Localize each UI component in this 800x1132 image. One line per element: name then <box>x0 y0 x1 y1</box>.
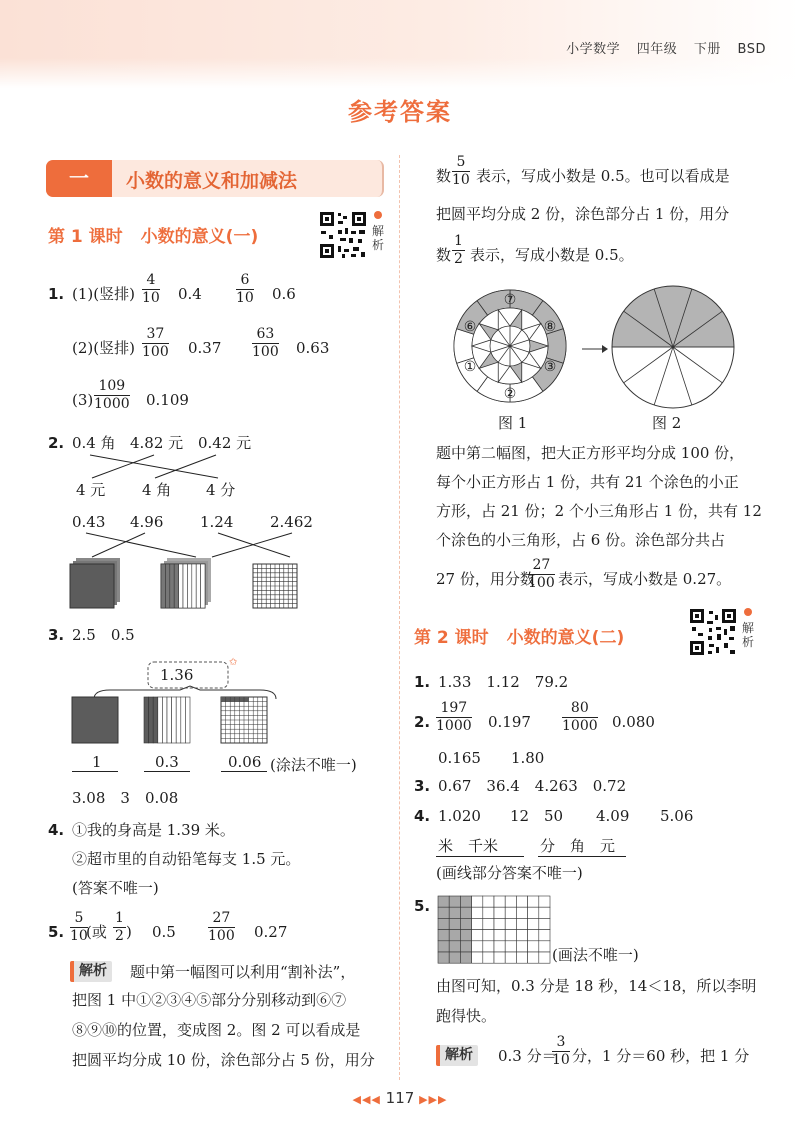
q3-line3: 3.08 3 0.08 <box>72 789 179 807</box>
figure1-wheel <box>452 284 572 412</box>
q5-dec1: 0.5 <box>152 923 176 941</box>
r-q1-number: 1. <box>414 673 431 691</box>
r-q4-value: 5.06 <box>660 807 694 825</box>
header-grade: 四年级 <box>636 42 678 57</box>
q3-note: (涂法不唯一) <box>270 756 357 774</box>
lesson1-title: 小数的意义(一) <box>140 227 259 247</box>
q3-line1: 2.5 0.5 <box>72 626 135 644</box>
left-arrows-icon: ◀◀◀ <box>352 1093 381 1106</box>
figure1-label: 图 1 <box>498 414 528 432</box>
unit-number: 一 <box>46 160 112 197</box>
analysis-line: ⑧⑨⑩的位置，变成图 2。图 2 可以看成是 <box>72 1021 361 1039</box>
r-q5-line1: 由图可知，0.3 分是 18 秒，14＜18，所以李明 <box>436 977 757 995</box>
q5-frac1: 5 10 <box>70 910 88 944</box>
r-q3-number: 3. <box>414 777 431 795</box>
svg-text:✩: ✩ <box>229 657 238 668</box>
q4-number: 4. <box>48 821 65 839</box>
r-q4-value: 12 <box>510 807 530 825</box>
r-para2-line: 方形，占 21 份；2 个小三角形占 1 份，共有 12 <box>436 502 762 520</box>
r-analysis-pre: 0.3 分＝ <box>498 1047 557 1065</box>
r-cont3-post: 表示，写成小数是 0.5。 <box>470 246 634 264</box>
figure2-circle <box>610 284 736 410</box>
lesson2-period: 第 2 课时 <box>414 628 489 648</box>
q1-p2-dec1: 0.37 <box>188 339 222 357</box>
r-q2-frac1: 197 1000 <box>436 700 472 734</box>
q1-p3-prefix: (3) <box>72 391 94 409</box>
q2-bottom-item: 4 角 <box>142 481 172 499</box>
r-q5-note: (画法不唯一) <box>552 946 639 964</box>
q4-line1: ①我的身高是 1.39 米。 <box>72 821 235 839</box>
r-para2-line: 个涂色的小三角形，占 6 份。涂色部分共占 <box>436 531 726 549</box>
q4-line2: ②超市里的自动铅笔每支 1.5 元。 <box>72 850 301 868</box>
q3-brace <box>0 0 400 700</box>
figure2-label: 图 2 <box>652 414 682 432</box>
q1-p2-frac1: 37 100 <box>142 326 169 360</box>
r-q2-dec1: 0.197 <box>488 713 531 731</box>
r-q4-units1: 米 千米 <box>438 837 499 855</box>
r-cont1-frac: 5 10 <box>452 154 470 188</box>
r-cont1-pre: 数 <box>436 167 452 185</box>
r-q4-units2: 分 角 元 <box>540 837 616 855</box>
q1-p2-dec2: 0.63 <box>296 339 330 357</box>
page-number: 117 <box>385 1089 415 1107</box>
q5-frac3: 27 100 <box>208 910 235 944</box>
right-arrows-icon: ▶▶▶ <box>419 1093 448 1106</box>
q1-p2-prefix: (2)(竖排) <box>72 339 135 357</box>
circle-number-label: ① <box>463 359 477 375</box>
q3-number: 3. <box>48 626 65 644</box>
q3-bubble: 1.36 <box>160 666 194 684</box>
q1-p1-frac2: 6 10 <box>236 272 254 306</box>
page-title: 参考答案 <box>348 98 452 126</box>
q5-frac2: 1 2 <box>115 910 124 944</box>
circle-number-label: ② <box>503 386 517 402</box>
qr-caption: 解 析 <box>372 224 385 252</box>
q2-dec-item: 2.462 <box>270 513 313 531</box>
q5-or-text: (或 <box>86 923 107 941</box>
r-q4-value: 1.020 <box>438 807 481 825</box>
r-q4-number: 4. <box>414 807 431 825</box>
q1-p3-frac: 109 1000 <box>94 378 130 412</box>
r-cont3-pre: 数 <box>436 246 452 264</box>
q5-dec2: 0.27 <box>254 923 288 941</box>
unit-title: 小数的意义和加减法 <box>126 170 298 192</box>
r-q3-text: 0.67 36.4 4.263 0.72 <box>438 777 627 795</box>
circle-number-label: ③ <box>543 359 557 375</box>
r-analysis-post: 分，1 分＝60 秒，把 1 分 <box>572 1047 750 1065</box>
qr-caption: 解 析 <box>742 621 755 649</box>
r-analysis-tag: 解析 <box>436 1045 478 1066</box>
circle-number-label: ⑧ <box>543 319 557 335</box>
q3-solid-square <box>72 697 118 743</box>
r-para2-line: 每个小正方形占 1 份，共有 21 个涂色的小正 <box>436 473 739 491</box>
q3-label: 1 <box>92 753 102 771</box>
arrow-right-icon <box>582 345 608 353</box>
q2-top-item: 0.4 角 <box>72 434 116 452</box>
r-q4-underline <box>538 856 626 857</box>
header-info <box>554 38 766 57</box>
r-para2-last-frac: 27 100 <box>528 557 555 591</box>
q1-p3-dec: 0.109 <box>146 391 189 409</box>
analysis-line: 题中第一幅图可以利用“割补法”， <box>130 963 356 981</box>
qr-code-icon[interactable] <box>688 607 738 657</box>
r-q4-note: (画线部分答案不唯一) <box>436 864 583 882</box>
r-cont2: 把圆平均分成 2 份，涂色部分占 1 份，用分 <box>436 205 730 223</box>
q2-bottom-item: 4 元 <box>76 481 106 499</box>
header-edition: BSD <box>737 42 766 57</box>
circle-number-label: ⑦ <box>503 292 517 308</box>
q2-dec-item: 4.96 <box>130 513 164 531</box>
r-q2-line2: 0.165 1.80 <box>438 749 545 767</box>
r-q5-grid <box>438 896 552 968</box>
analysis-tag: 解析 <box>70 961 112 982</box>
q1-p1-dec2: 0.6 <box>272 285 296 303</box>
q4-line3: (答案不唯一) <box>72 879 159 897</box>
r-q4-value: 50 <box>544 807 564 825</box>
q1-p1-frac1: 4 10 <box>142 272 160 306</box>
r-q5-line2: 跑得快。 <box>436 1007 497 1025</box>
q2-top-item: 4.82 元 <box>130 434 184 452</box>
r-analysis-frac: 3 10 <box>552 1034 570 1068</box>
q3-label: 0.3 <box>155 753 179 771</box>
lesson2-heading <box>414 623 624 648</box>
q3-label-underline <box>72 771 118 772</box>
q3-strips-square <box>144 697 190 743</box>
circle-number-label: ⑥ <box>463 319 477 335</box>
q5-close: ) <box>126 923 132 941</box>
q1-p1-dec1: 0.4 <box>178 285 202 303</box>
r-q2-number: 2. <box>414 713 431 731</box>
q1-number: 1. <box>48 285 65 303</box>
q3-label-underline <box>144 771 190 772</box>
r-q5-number: 5. <box>414 897 431 915</box>
q1-p1-prefix: (1)(竖排) <box>72 285 135 303</box>
q2-bottom-item: 4 分 <box>206 481 236 499</box>
header-subject: 小学数学 <box>566 42 621 57</box>
q3-grid-square <box>221 697 267 743</box>
r-cont1-post: 表示，写成小数是 0.5。也可以看成是 <box>476 167 730 185</box>
q5-number: 5. <box>48 923 65 941</box>
analysis-line: 把图 1 中①②③④⑤部分分别移动到⑥⑦ <box>72 991 347 1009</box>
q2-number: 2. <box>48 434 65 452</box>
r-q4-underline <box>436 856 524 857</box>
analysis-line: 把圆平均分成 10 份，涂色部分占 5 份，用分 <box>72 1051 375 1069</box>
page-footer <box>0 1089 800 1107</box>
r-para2-line: 题中第二幅图，把大正方形平均分成 100 份， <box>436 444 745 462</box>
q3-label-underline <box>221 771 267 772</box>
r-q2-dec2: 0.080 <box>612 713 655 731</box>
r-cont3-frac: 1 2 <box>454 233 463 267</box>
q1-p2-frac2: 63 100 <box>252 326 279 360</box>
q2-dec-item: 1.24 <box>200 513 234 531</box>
r-q2-frac2: 80 1000 <box>562 700 598 734</box>
r-q1-text: 1.33 1.12 79.2 <box>438 673 569 691</box>
header-volume: 下册 <box>693 42 721 57</box>
lesson2-title: 小数的意义(二) <box>506 628 625 648</box>
play-dot-icon <box>744 608 752 616</box>
lesson1-period: 第 1 课时 <box>48 227 123 247</box>
q2-top-item: 0.42 元 <box>198 434 252 452</box>
r-q4-value: 4.09 <box>596 807 630 825</box>
q2-dec-item: 0.43 <box>72 513 106 531</box>
r-para2-last-post: 表示，写成小数是 0.27。 <box>558 570 732 588</box>
r-para2-last-pre: 27 份，用分数 <box>436 570 535 588</box>
q3-label: 0.06 <box>228 753 262 771</box>
